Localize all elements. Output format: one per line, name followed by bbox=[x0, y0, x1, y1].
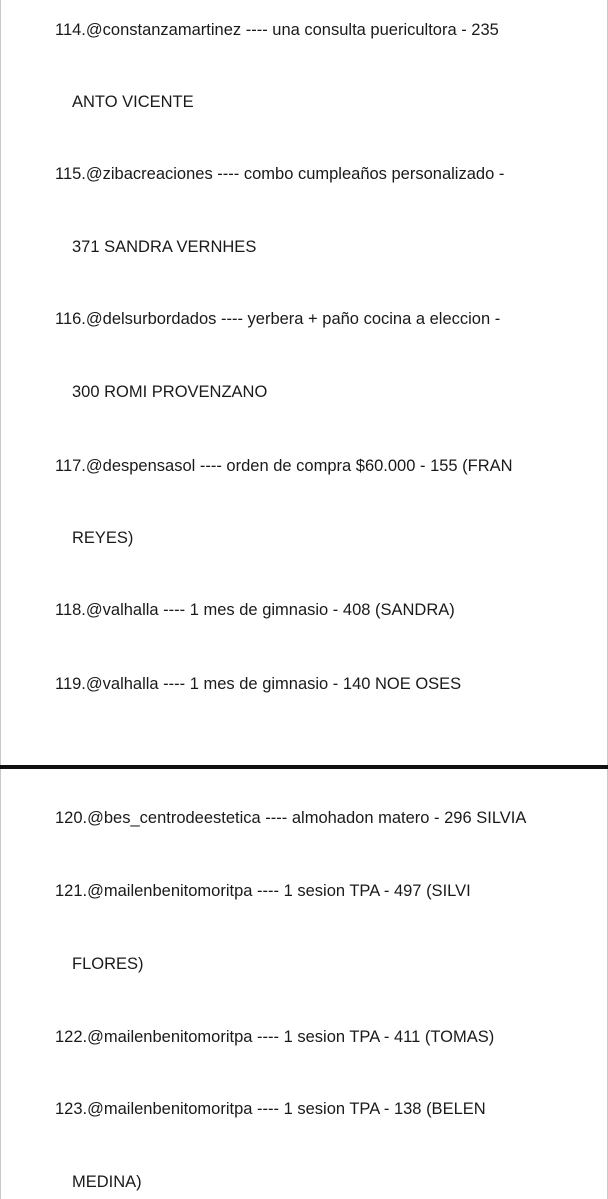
entry-116-line-2: 300 ROMI PROVENZANO bbox=[72, 383, 268, 401]
entry-122-line-1: 122.@mailenbenitomoritpa ---- 1 sesion TPA - 411 (TOMAS) bbox=[55, 1028, 495, 1046]
entry-123-line-2: MEDINA) bbox=[72, 1173, 142, 1191]
entry-115-line-1: 115.@zibacreaciones ---- combo cumpleaños personalizado - bbox=[55, 165, 505, 183]
entry-114-line-1: 114.@constanzamartinez ---- una consulta puericultora - 235 bbox=[55, 21, 499, 39]
entry-118-line-1: 118.@valhalla ---- 1 mes de gimnasio - 408 (SANDRA) bbox=[55, 601, 455, 619]
entry-119-line-1: 119.@valhalla ---- 1 mes de gimnasio - 140 NOE OSES bbox=[55, 675, 462, 693]
entry-115-line-2: 371 SANDRA VERNHES bbox=[72, 238, 257, 256]
entry-116-line-1: 116.@delsurbordados ---- yerbera + paño cocina a eleccion - bbox=[55, 310, 501, 328]
entry-123-line-1: 123.@mailenbenitomoritpa ---- 1 sesion TPA - 138 (BELEN bbox=[55, 1100, 486, 1118]
entry-117-line-1: 117.@despensasol ---- orden de compra $60.000 - 155 (FRAN bbox=[55, 457, 513, 475]
document-page-bottom bbox=[0, 769, 608, 1199]
entry-114-line-2: ANTO VICENTE bbox=[72, 93, 194, 111]
entry-117-line-2: REYES) bbox=[72, 529, 134, 547]
entry-120-line-1: 120.@bes_centrodeestetica ---- almohadon matero - 296 SILVIA bbox=[55, 809, 527, 827]
entry-121-line-2: FLORES) bbox=[72, 955, 144, 973]
entry-121-line-1: 121.@mailenbenitomoritpa ---- 1 sesion TPA - 497 (SILVI bbox=[55, 882, 471, 900]
